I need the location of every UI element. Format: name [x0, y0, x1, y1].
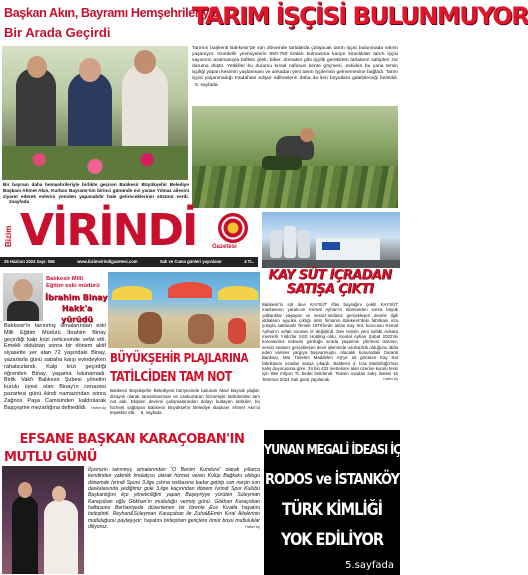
brand-emblem-icon — [218, 213, 248, 243]
brand-gazetesi: Gazetesi — [212, 244, 237, 250]
publish-days: Salı ve Cuma günleri yayınlanır — [159, 259, 222, 264]
issue-date: 26 Haziran 2024 Sayı: 066 — [4, 259, 55, 264]
tarim-photo — [192, 106, 398, 208]
bayram-photo — [2, 46, 188, 180]
brand-name: VİRİNDİ — [20, 205, 197, 256]
beach-photo — [108, 272, 260, 348]
wedding-photo — [2, 466, 84, 574]
brand-bizim: Bizim — [4, 225, 13, 247]
tarim-headline: TARIM İŞÇİSİ BULUNMUYOR — [192, 2, 528, 30]
tarim-body: Tarımın başkenti Balıkesir'de son dönemde tarlalarda çalışacak tarım işçisi bulunmada sıkıntı yaşanıyor. Gündelik yevmiyelerin 650-750 liraları bulmasına karşın kiraslıkları tarım işçisi sayısının azalmasıyla birlikte çilek, biber, domates gibi işçilik gerektiren tarlaların sahipleri zor duruma düştü. Yetkililer bu durumu kırsal nüfusun kente göçmesi, eskiden bu yana temin işçiliği yapan kesimin yaşlanması ve ankadan yeni tarım işçilerinin gelmemesine bağladı. Tarım işçisi yaşanmadığı müdahale ediyor edilmelerin daha da ileri boyutlara gidebileceği belirtildi. 5. sayfada — [192, 46, 398, 88]
efsane-headline: EFSANE BAŞKAN KARAÇOBAN'IN MUTLU GÜNÜ — [4, 432, 245, 465]
binay-headline: İbrahim Binay Hakk'a yürüdü — [45, 293, 108, 324]
binay-portrait — [3, 273, 43, 321]
factory-photo — [262, 212, 400, 268]
efsane-body: İlçemizin tanınmış simalarından "O Benim Kundura" olarak yıllarca kendinden yakinlik imalatçısı olarak hizmet veren Kulüp Bağkanı oldugu dönemde İvrindi Spuru 3.lige çıkma noktasına kadar getirip son meşin son daskalasında yediğimiz gole 3.lige kaçırından dönem İvrindi Spor Kulübü Başkanlığını ilçe yöneticiliğini yapan Başeyriyye yürüten Süleyman Karaçoban oğlu Gökhan'ın mutluluğu vermiş günü. Gökhan Karaçoban haftasonu Berhaniyede düzenlenen bir törenle Ece Kıratla hayatını birleştirdi. Reyhan&Süleyman Karaçoban ile Zuhal&Emin Kıral Ailelerinin mutluluğunu paylaşıyor; hayatını birleştiren gençlere ömür boyu mutluluklar diliyoruz. Haber Ay — [88, 467, 260, 531]
binay-kicker: Balıkesir Milli Eğitim eski müdürü — [46, 276, 100, 290]
plajlar-body: Balıkesir Büyükşehir Belediyesi bünyesinde bulunan Mavi Bayrak plajlar, dizaynlı olarak tamamlanması ve cankurtaran hizmetiyle tatilcilerden tam not aldı. Ekipleri devrimi çalışmalarından dolayı kutlayan tatilciler, bu hizmeti sağlayan Balıkesir Büyükşehir Belediye Başkanı Ahmet Akın'a teşekkür etti. 6. sayfada — [110, 388, 260, 416]
plajlar-headline: BÜYÜKŞEHİR PLAJLARINA TATİLCİDEN TAM NOT — [110, 351, 249, 385]
website-link[interactable]: www.bizimvirindigazetesi.com — [77, 259, 138, 264]
kaysut-headline: KAY SÜT İÇRADAN SATIŞA ÇIKTI — [268, 268, 392, 297]
rodos-box: YUNAN MEGALİ İDEASI İÇİN RODOS ve İSTANKÖY TÜRK KİMLİĞİ YOK EDİLİYOR 5.sayfada — [264, 430, 400, 575]
price: 4 TL. — [244, 259, 254, 264]
bayram-caption: Bir bayram daha hemşehrileriyle birlikte geçiren Balıkesir Büyükşehir Belediye Başkanı Ahmet Akın, Kurban Bayramı'nın birinci gününde evi yanan Yılmaz ailesini ziyaret ederek evlerini yeniden yapanabilir hale getireceklerinin sözünü verdi. 2sayfada — [3, 182, 189, 205]
bayram-headline: Başkan Akın, Bayramı Hemşehrileriyle Bir Arada Geçirdi — [4, 6, 219, 40]
binay-body: Balıkesir'in tanınmış simalarından eski Milli Eğitim Müdürü İbrahim Binay geçirdiği kalp krizi neticesinde vefat etti. Emekli olduktan sonra bir dönem aktif siyasette yer alan 72 yaşındaki Binay, yazarlarla günü sabaha karşı evindeyken rahatsızlandı. Kalp krizi geçirdiği öğrenilen Binay, yaşama tutunamadı. Birlik Vakfı Balıkesir Şubesi yönetim kurulu üyesi olan Binay'ın cenazesi pazartesi günü ikindi namazından sonra Zağnos Paşa Camisinden kaldırılarak Başçeşme mezarlığına defnedildi. Haber Ay — [4, 323, 106, 411]
masthead-info-bar — [0, 257, 258, 267]
kaysut-body: Balıkesir'in süt devi KAYSÜT iflas bayrağını çekti! KAYSÜT markasının yaratıcısı Kemal Ayhan'ın ölümünden sonra büyük çalkantılar yaşayan ve sessiz-sedasız gerçekleşen devirle ilgili iddiaların ayyuka çıktığı ünlü firmanın Balıkesir'deki fabrikası icra yoluyla satılacak! Temelı 1970'lerde atılan Kay Süt, kurucusu Kemal Ayhan'ın vefatı sonrası el değiştirdi. Dev tesisin yeni sahibi Ankara merkezli Yıldızlar SSS Holding oldu. Kemal Ayhan Şubat 2022'de koronavirüs tedavisi gördüğü sırada yaşamını yitirmesi üzerine, sessiz sedasız gerçekleşen devir işleminde usulsüzlük olduğunu iddia eden varisler yargıya başvurmuştu. Alacaklı konumdaki Garanti Bankası, Mar Tüketim Maddeleri AŞ'ye ait görünen Kay Süt fabrikasını icradan satışa çıkardı. Balıkesir 4. İcra Müdürlüğü'nün satış duyurusuna göre, 34 bin 432 metrekare alan üzerine kurulu tesis için 668 milyon TL bedel belirlendi. Tesisin icradan satış ihalesi 16 Temmuz 2024 Salı günü yapılacak. Haber Ay — [262, 302, 398, 382]
